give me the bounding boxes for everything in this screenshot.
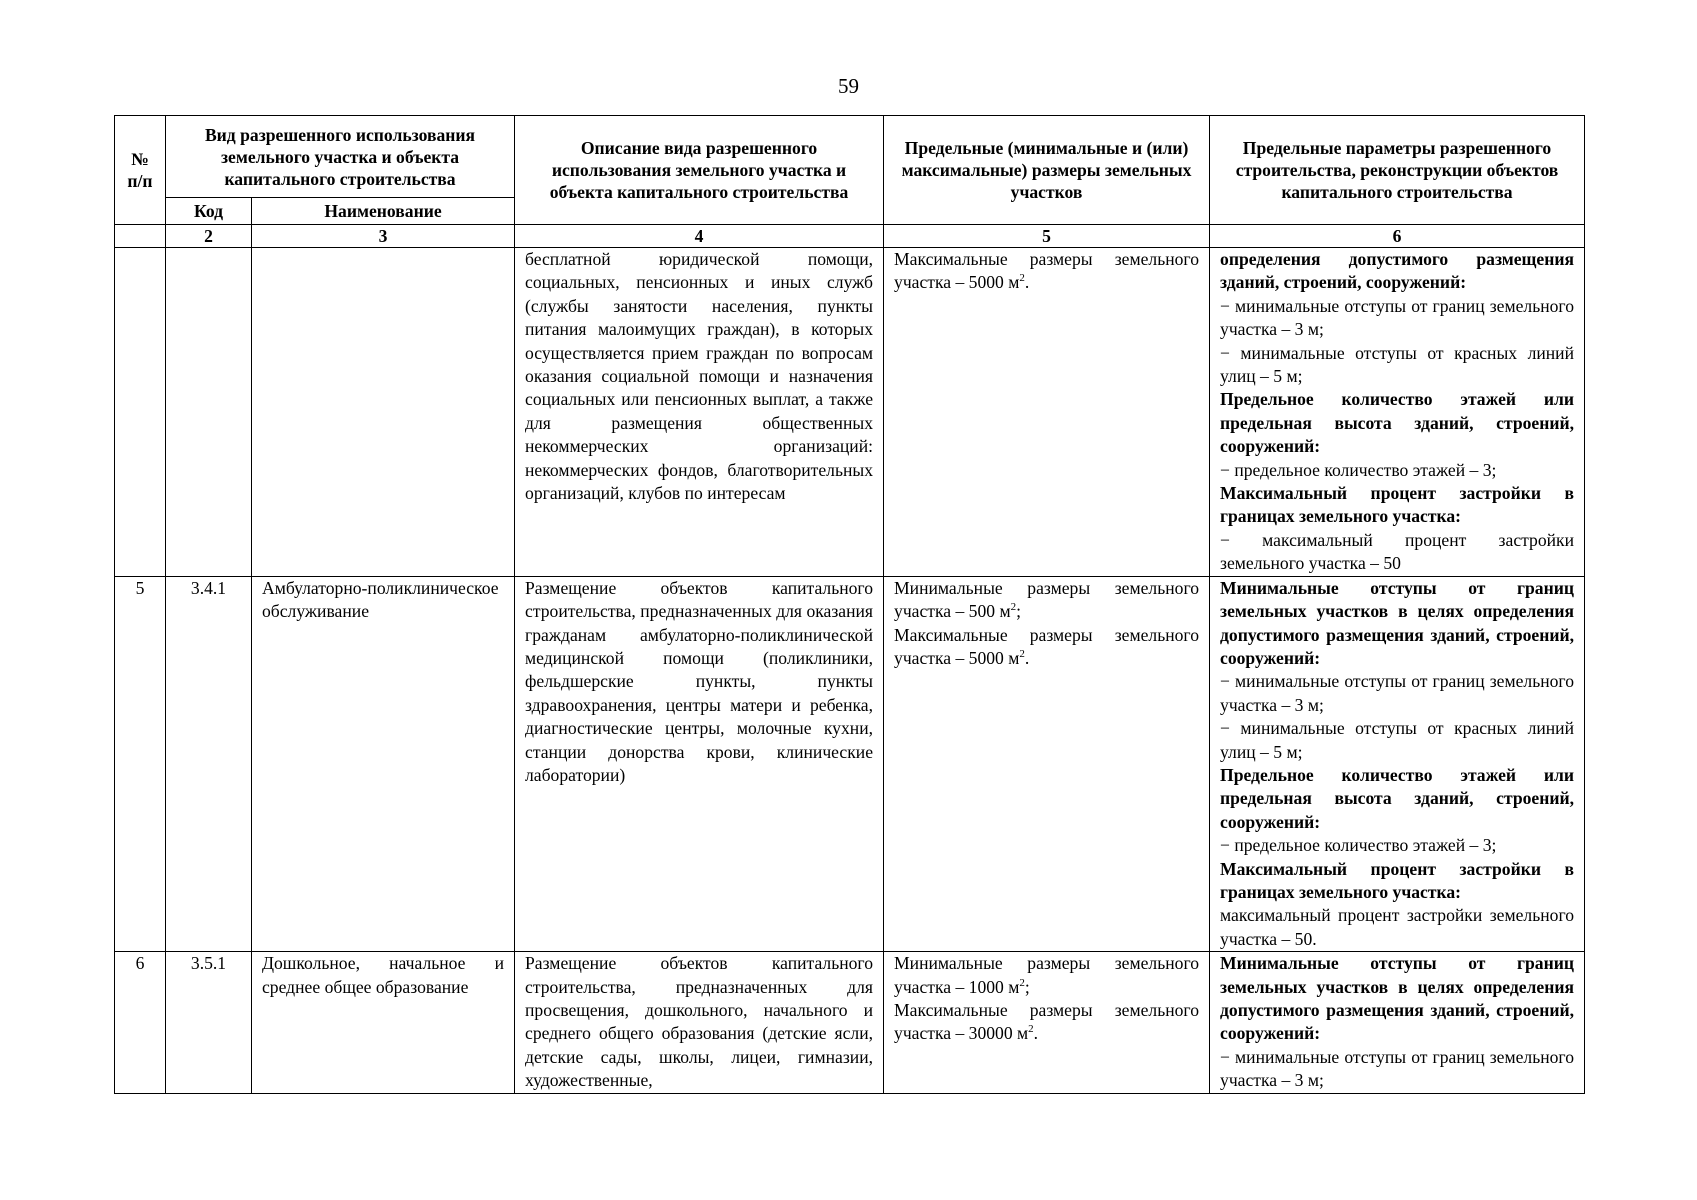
row-code: 3.5.1 <box>166 952 252 1093</box>
param-heading: определения допустимого размещения зданий, строений, сооружений: <box>1220 249 1575 293</box>
page-number: 59 <box>838 74 859 98</box>
row-num <box>115 248 166 577</box>
row-params <box>1210 576 1585 952</box>
param-item: − минимальные отступы от границ земельного участка – 3 м; <box>1220 295 1575 340</box>
param-item: − минимальные отступы от границ земельного участка – 3 м; <box>1220 1046 1575 1091</box>
row-name <box>252 248 515 577</box>
param-item: максимальный процент застройки земельного участка – 50. <box>1220 905 1575 949</box>
row-name: Амбулаторно-поликлиническое обслуживание <box>252 576 515 952</box>
param-heading: Максимальный процент застройки в границах земельного участка: <box>1220 483 1575 527</box>
row-params <box>1210 248 1585 577</box>
param-heading: Предельное количество этажей или предельная высота зданий, строений, сооружений: <box>1220 389 1575 457</box>
row-description: бесплатной юридической помощи, социальных, пенсионных и иных служб (службы занятости населения, пункты питания малоимущих граждан), в которых осуществляется прием граждан по вопросам оказания социальной помощи и назначения социальных или пенсионных выплат, а также для размещения общественных некоммерческих организаций: некоммерческих фондов, благотворительных организаций, клубов по интересам <box>515 248 884 577</box>
header-sizes: Предельные (минимальные и (или) максимальные) размеры земельных участков <box>884 116 1210 225</box>
header-description: Описание вида разрешенного использования земельного участка и объекта капитального строительства <box>515 116 884 225</box>
row-num: 6 <box>115 952 166 1093</box>
column-number: 4 <box>515 225 884 248</box>
size-line: Максимальные размеры земельного участка – 5000 $м^2$. <box>894 624 1200 668</box>
land-use-table <box>114 115 1585 1094</box>
size-line: Максимальные размеры земельного участка – 5000 $м^2$. <box>894 249 1200 293</box>
row-description: Размещение объектов капитального строительства, предназначенных для оказания гражданам амбулаторно-поликлинической медицинской помощи (поликлиники, фельдшерские пункты, пункты здравоохранения, центры матери и ребенка, диагностические центры, молочные кухни, станции донорства крови, клинические лаборатории) <box>515 576 884 952</box>
table-row <box>115 248 1585 577</box>
table-row <box>115 576 1585 952</box>
param-item: − минимальные отступы от красных линий улиц – 5 м; <box>1220 718 1575 762</box>
column-number-empty <box>115 225 166 248</box>
column-number-row <box>115 225 1585 248</box>
param-item: − минимальные отступы от красных линий улиц – 5 м; <box>1220 342 1575 387</box>
header-row <box>115 116 1585 198</box>
param-heading: Предельное количество этажей или предельная высота зданий, строений, сооружений: <box>1220 764 1575 832</box>
row-code: 3.4.1 <box>166 576 252 952</box>
header-num: № п/п <box>115 116 166 225</box>
size-line: Минимальные размеры земельного участка – 1000 $м^2$; <box>894 953 1200 997</box>
header-params: Предельные параметры разрешенного строительства, реконструкции объектов капитального строительства <box>1210 116 1585 225</box>
size-line: Максимальные размеры земельного участка – 30000 $м^2$. <box>894 1000 1200 1044</box>
size-line: Минимальные размеры земельного участка – 500 $м^2$; <box>894 577 1200 622</box>
row-sizes <box>884 952 1210 1093</box>
header-name: Наименование <box>252 198 515 225</box>
param-item: − предельное количество этажей – 3; <box>1220 835 1497 856</box>
param-item: − предельное количество этажей – 3; <box>1220 459 1497 480</box>
header-kind-group: Вид разрешенного использования земельного участка и объекта капитального строительства <box>166 116 515 198</box>
column-number: 3 <box>252 225 515 248</box>
table-row <box>115 952 1585 1093</box>
param-heading: Максимальный процент застройки в границах земельного участка: <box>1220 858 1575 902</box>
column-number: 2 <box>166 225 252 248</box>
row-sizes <box>884 248 1210 577</box>
row-name: Дошкольное, начальное и среднее общее образование <box>252 952 515 1093</box>
param-heading: Минимальные отступы от границ земельных участков в целях определения допустимого размещения зданий, строений, сооружений: <box>1220 953 1575 1044</box>
header-code: Код <box>166 198 252 225</box>
row-num: 5 <box>115 576 166 952</box>
param-item: − максимальный процент застройки земельного участка – 50 <box>1220 529 1575 574</box>
column-number: 6 <box>1210 225 1585 248</box>
param-heading: Минимальные отступы от границ земельных участков в целях определения допустимого размещения зданий, строений, сооружений: <box>1220 577 1575 668</box>
row-sizes <box>884 576 1210 952</box>
row-code <box>166 248 252 577</box>
row-description: Размещение объектов капитального строительства, предназначенных для просвещения, дошкольного, начального и среднего общего образования (детские ясли, детские сады, школы, лицеи, гимназии, художественные, <box>515 952 884 1093</box>
column-number: 5 <box>884 225 1210 248</box>
row-params <box>1210 952 1585 1093</box>
param-item: − минимальные отступы от границ земельного участка – 3 м; <box>1220 671 1575 715</box>
